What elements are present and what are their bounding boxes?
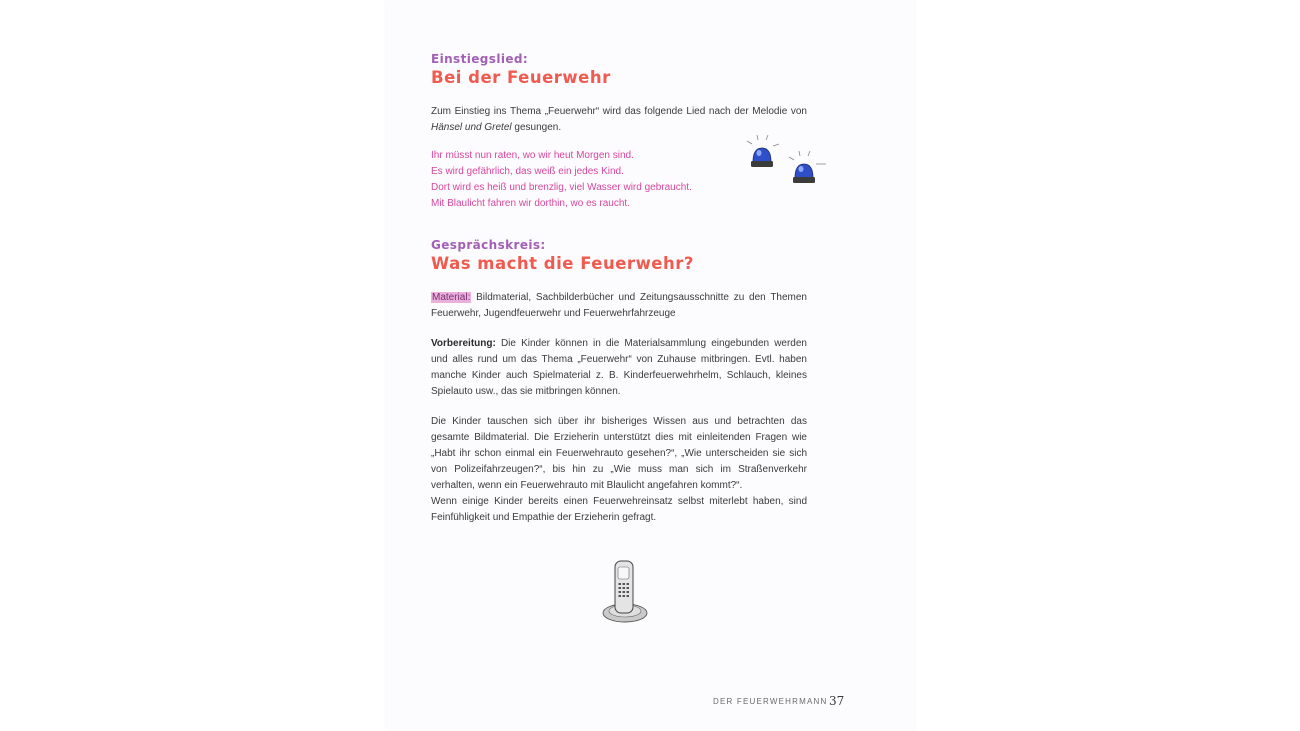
song-line: Es wird gefährlich, das weiß ein jedes Kind. (431, 166, 624, 177)
song-line: Ihr müsst nun raten, wo wir heut Morgen sind. (431, 150, 634, 161)
preparation-label: Vorbereitung: (431, 338, 496, 349)
intro-paragraph (431, 104, 807, 136)
intro-text: Zum Einstieg ins Thema „Feuerwehr“ wird das folgende Lied nach der Melodie von (431, 106, 807, 117)
song-lyrics (431, 148, 807, 212)
book-page (386, 0, 915, 731)
section-kicker: Einstiegslied: (431, 52, 529, 66)
intro-text-end: gesungen. (511, 122, 562, 133)
page-content (431, 52, 807, 526)
melody-title: Hänsel und Gretel (431, 122, 512, 133)
song-line: Mit Blaulicht fahren wir dorthin, wo es raucht. (431, 198, 630, 209)
material-text: Bildmaterial, Sachbilderbücher und Zeitungsausschnitte zu den Themen Feuerwehr, Jugendfeuerwehr und Feuerwehrfahrzeuge (431, 292, 807, 319)
discussion-paragraph: Die Kinder tauschen sich über ihr bisheriges Wissen aus und betrachten das gesamte Bildmaterial. Die Erzieherin unterstützt dies mit einleitenden Fragen wie „Habt ihr schon einmal ein Feuerwehrauto gesehen?“, „Wie unterscheiden sie sich von Polizeifahrzeugen?“, bis hin zu „Wie muss man sich im Straßenverkehr verhalten, wenn ein Feuerwehrauto mit Blaulicht angefahren kommt?“. (431, 416, 807, 491)
section-title: Was macht die Feuerwehr? (431, 254, 694, 273)
song-line: Dort wird es heiß und brenzlig, viel Wasser wird gebraucht. (431, 182, 692, 193)
material-paragraph (431, 290, 807, 322)
page-number: 37 (829, 694, 845, 708)
running-title: DER FEUERWEHRMANN (713, 697, 828, 706)
section-kicker: Gesprächskreis: (431, 238, 546, 252)
preparation-paragraph (431, 336, 807, 400)
section-title: Bei der Feuerwehr (431, 68, 611, 87)
material-label: Material: (432, 292, 471, 303)
empathy-paragraph: Wenn einige Kinder bereits einen Feuerwehreinsatz selbst miterlebt haben, sind Feinfühligkeit und Empathie der Erzieherin gefragt. (431, 496, 807, 523)
telephone-icon (600, 558, 650, 626)
preparation-text: Die Kinder können in die Materialsammlung eingebunden werden und alles rund um das Thema „Feuerwehr“ von Zuhause mitbringen. Evtl. haben manche Kinder auch Spielmaterial z. B. Kinderfeuerwehrhelm, Schlauch, kleines Spielauto usw., das sie mitbringen können. (431, 338, 807, 397)
